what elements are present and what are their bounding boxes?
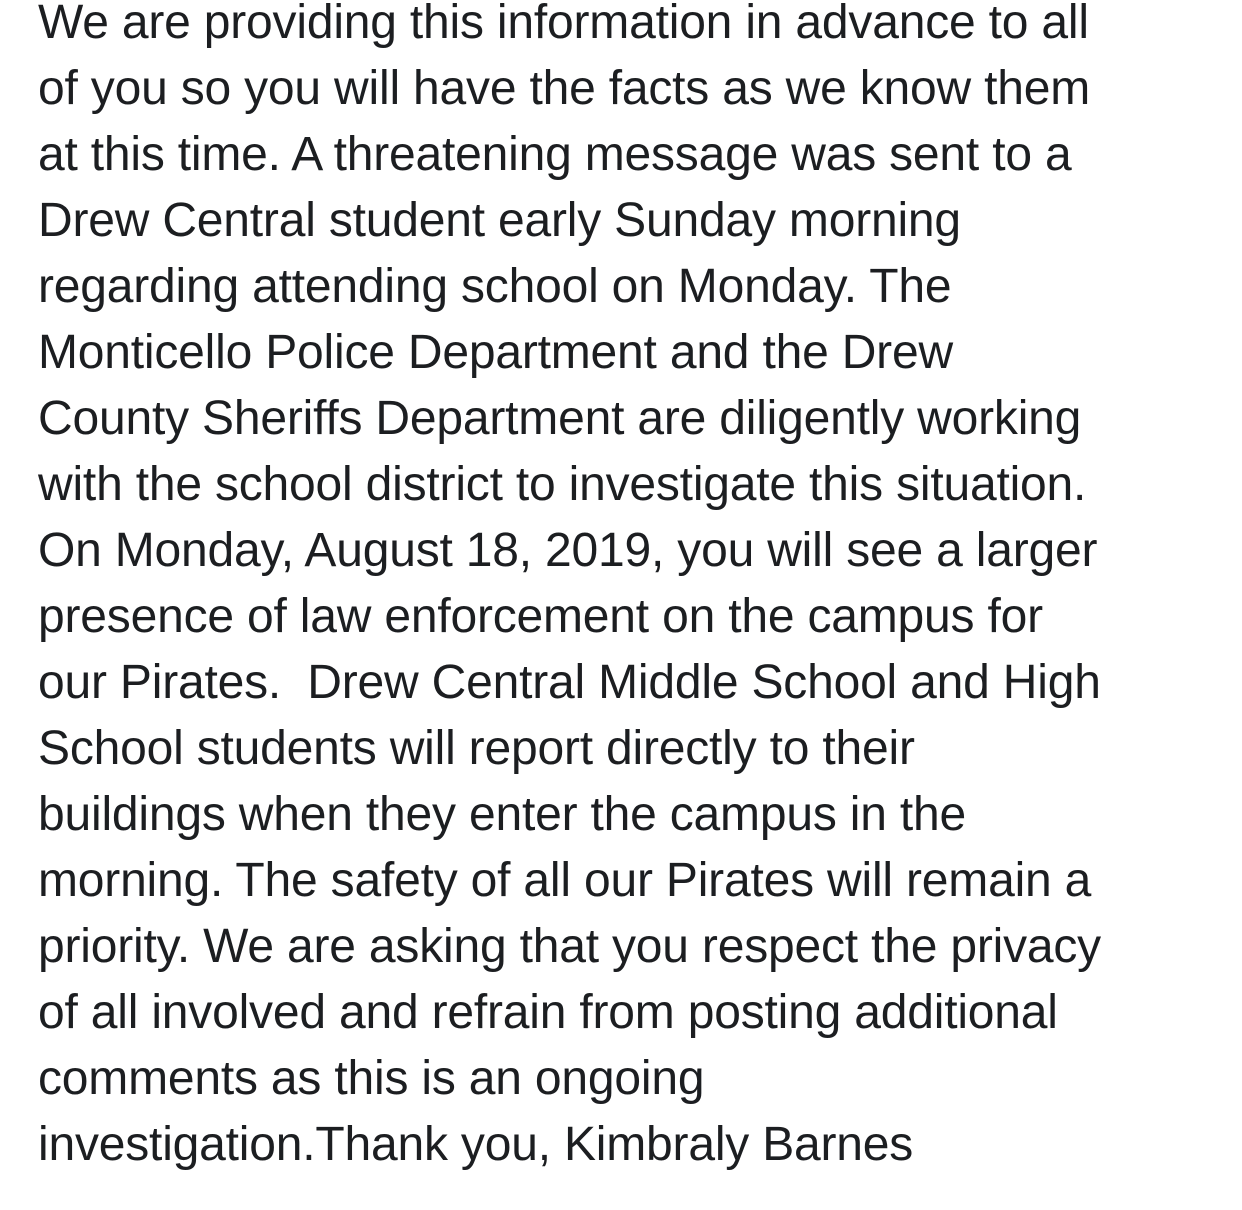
post-text-line: On Monday, August 18, 2019, you will see a larger xyxy=(38,524,1098,577)
post-text-line: Drew Central student early Sunday morning xyxy=(38,194,961,247)
post-text-line: Monticello Police Department and the Drew xyxy=(38,326,953,379)
post-text-line: County Sheriffs Department are diligently working xyxy=(38,392,1082,445)
post-text-line: morning. The safety of all our Pirates will remain a xyxy=(38,854,1092,907)
post-text-line: of all involved and refrain from posting additional xyxy=(38,986,1058,1039)
post-text-line: presence of law enforcement on the campus for xyxy=(38,590,1043,643)
post-text-line: investigation.Thank you, Kimbraly Barnes xyxy=(38,1118,914,1171)
post-text-line: at this time. A threatening message was sent to a xyxy=(38,128,1072,181)
post-text-line: regarding attending school on Monday. The xyxy=(38,260,952,313)
post-text-line: We are providing this information in advance to all xyxy=(38,0,1089,49)
post-text-line: School students will report directly to their xyxy=(38,722,915,775)
post-text-line: buildings when they enter the campus in the xyxy=(38,788,966,841)
post-text-line: our Pirates. Drew Central Middle School and High xyxy=(38,656,1101,709)
post-text-line: comments as this is an ongoing xyxy=(38,1052,705,1105)
post-text-line: of you so you will have the facts as we know them xyxy=(38,62,1091,115)
post-text-line: priority. We are asking that you respect the privacy xyxy=(38,920,1101,973)
post-text-line: with the school district to investigate this situation. xyxy=(38,458,1087,511)
post-body-text xyxy=(38,0,1228,1178)
